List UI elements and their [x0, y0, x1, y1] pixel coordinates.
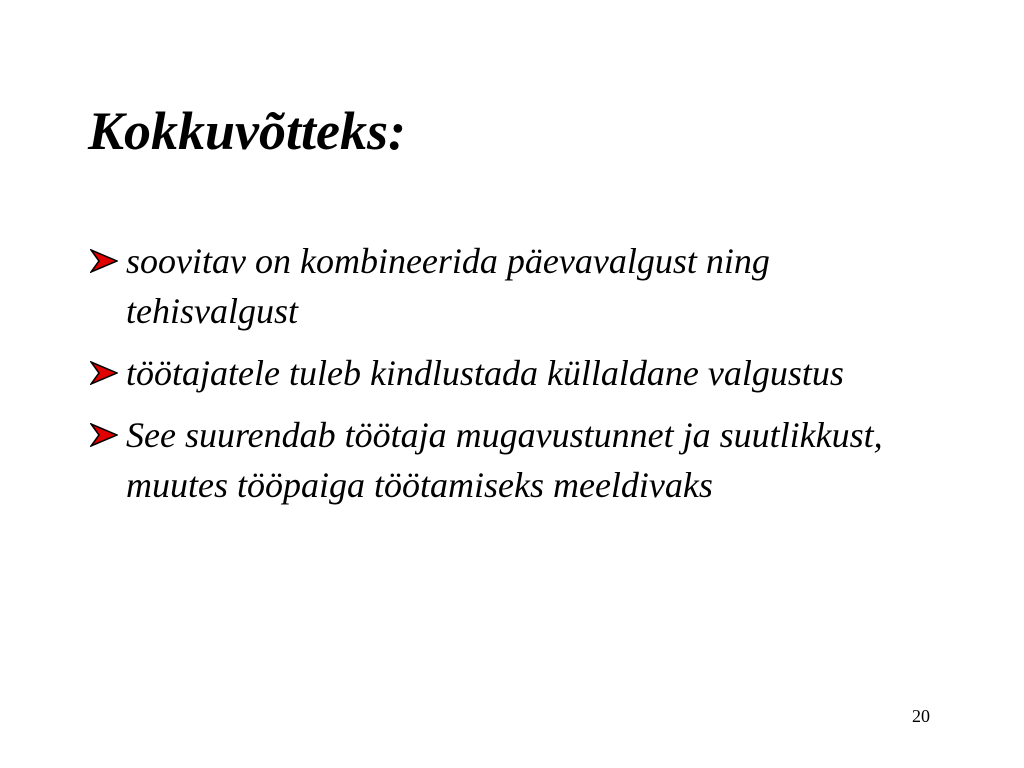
bullet-text: töötajatele tuleb kindlustada küllaldane valgustus	[126, 353, 844, 393]
bullet-item	[88, 348, 948, 398]
bullet-item	[88, 236, 948, 336]
bullet-list	[88, 236, 948, 522]
page-number: 20	[912, 706, 930, 726]
arrow-bullet-icon	[90, 249, 118, 273]
arrow-bullet-icon	[90, 423, 118, 447]
bullet-text: soovitav on kombineerida päevavalgust ning tehisvalgust	[126, 241, 770, 331]
slide-title: Kokkuvõtteks:	[88, 101, 406, 161]
bullet-item	[88, 410, 948, 510]
bullet-text: See suurendab töötaja mugavustunnet ja suutlikkust, muutes tööpaiga töötamiseks meeldivaks	[126, 415, 883, 505]
arrow-bullet-icon	[90, 361, 118, 385]
